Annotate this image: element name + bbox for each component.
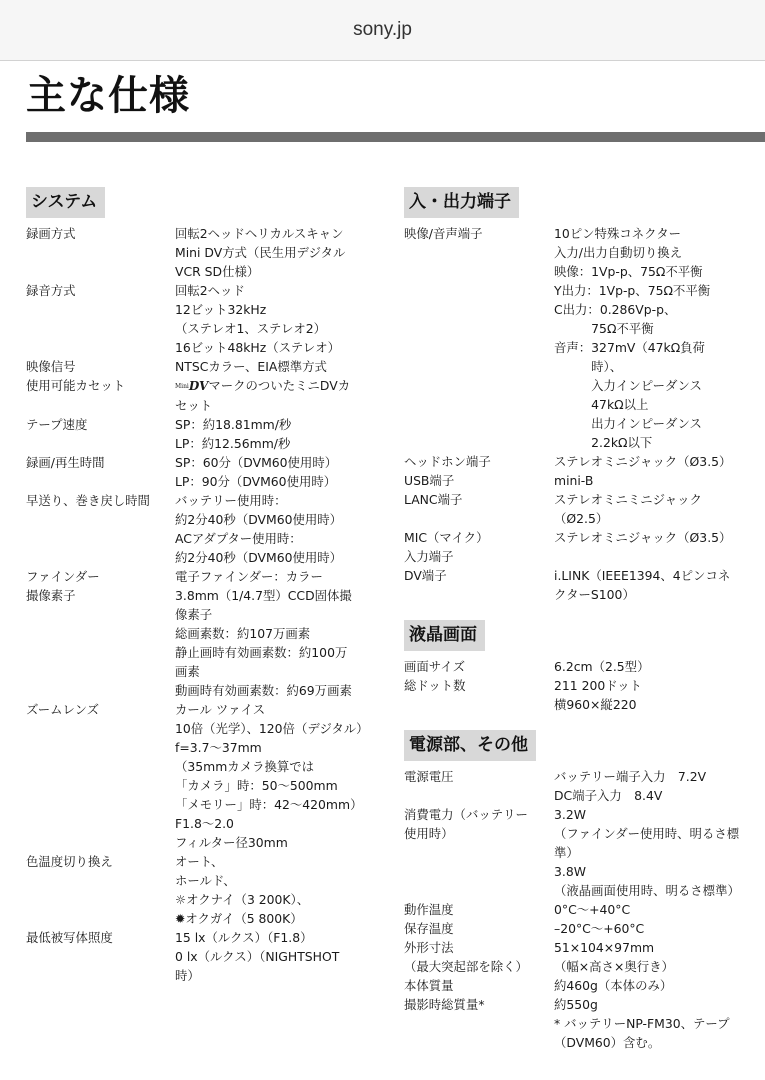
spec-row <box>404 452 765 471</box>
spec-value: 総画素数：約107万画素 <box>175 626 311 641</box>
minidv-logo-icon: $^{Mini}$DV <box>175 379 209 393</box>
spec-row <box>26 415 376 453</box>
spec-row <box>26 224 376 281</box>
spec-values <box>175 453 376 491</box>
spec-value: バッテリー端子入力 7.2V <box>554 769 707 784</box>
spec-value: 約2分40秒（DVM60使用時） <box>175 550 343 565</box>
spec-label: 映像信号 <box>26 359 76 374</box>
spec-value: 12ビット32kHz <box>175 302 267 317</box>
spec-value: 入力/出力自動切り換え <box>554 245 683 260</box>
spec-value: SP：約18.81mm/秒 <box>175 417 292 432</box>
spec-values <box>554 528 765 547</box>
spec-value: –20°C〜+60°C <box>554 921 645 936</box>
spec-label: 入力端子 <box>404 549 454 564</box>
browser-address-bar[interactable] <box>0 0 765 61</box>
spec-value: 回転2ヘッドヘリカルスキャン <box>175 226 344 241</box>
spec-values <box>175 491 376 567</box>
spec-row <box>404 767 765 805</box>
spec-value: ACアダプター使用時： <box>175 531 302 546</box>
spec-row <box>26 852 376 928</box>
spec-label: MIC（マイク） <box>404 530 489 545</box>
spec-row <box>26 700 376 852</box>
spec-row <box>404 805 765 824</box>
spec-row <box>26 281 376 357</box>
spec-label: 使用可能カセット <box>26 378 126 393</box>
spec-row <box>26 567 376 586</box>
spec-value: （DVM60）含む。 <box>554 1035 661 1050</box>
spec-row <box>404 824 765 900</box>
spec-row <box>404 976 765 995</box>
spec-value: （幅×高さ×奥行き） <box>554 959 674 974</box>
spec-value: ステレオミニジャック（Ø3.5） <box>554 454 732 469</box>
spec-value: 電子ファインダー：カラー <box>175 569 323 584</box>
spec-label: 撮影時総質量* <box>404 997 485 1012</box>
section-heading: 入・出力端子 <box>404 187 519 218</box>
spec-value: 音声：327mV（47kΩ負荷 <box>554 340 705 355</box>
spec-value: i.LINK（IEEE1394、4ピンコネ <box>554 568 731 583</box>
spec-section <box>404 187 765 604</box>
spec-row <box>26 491 376 567</box>
spec-row <box>26 928 376 985</box>
spec-row <box>404 957 765 976</box>
spec-value: 時）、 <box>554 359 623 374</box>
spec-label: ズームレンズ <box>26 702 100 717</box>
spec-value: 静止画時有効画素数：約100万 <box>175 645 348 660</box>
spec-value: Mini DV方式（民生用デジタル <box>175 245 346 260</box>
spec-row <box>26 376 376 415</box>
spec-values <box>175 852 376 928</box>
spec-label: 電源電圧 <box>404 769 454 784</box>
spec-values <box>175 376 376 415</box>
spec-value: 出力インピーダンス <box>554 416 702 431</box>
spec-label: USB端子 <box>404 473 455 488</box>
left-column <box>26 187 376 1001</box>
spec-label: LANC端子 <box>404 492 463 507</box>
section-heading: 液晶画面 <box>404 620 485 651</box>
spec-value: フィルター径30mm <box>175 835 288 850</box>
spec-value: 2.2kΩ以下 <box>554 435 653 450</box>
spec-section <box>26 187 376 985</box>
spec-value: 10ピン特殊コネクター <box>554 226 682 241</box>
spec-value: Y出力：1Vp-p、75Ω不平衡 <box>554 283 711 298</box>
spec-value: 「メモリー」時：42〜420mm） <box>175 797 363 812</box>
spec-value: 時） <box>175 968 200 983</box>
section-heading: 電源部、その他 <box>404 730 536 761</box>
spec-value: 準） <box>554 845 579 860</box>
spec-value: 動画時有効画素数：約69万画素 <box>175 683 352 698</box>
spec-values <box>175 567 376 586</box>
spec-values <box>175 357 376 376</box>
spec-value: 入力インピーダンス <box>554 378 702 393</box>
spec-label: 動作温度 <box>404 902 454 917</box>
spec-row <box>404 657 765 676</box>
spec-label: 映像/音声端子 <box>404 226 483 241</box>
spec-value: カール ツァイス <box>175 702 266 717</box>
spec-value: f=3.7〜37mm <box>175 740 262 755</box>
spec-value: バッテリー使用時： <box>175 493 287 508</box>
spec-value: 6.2cm（2.5型） <box>554 659 650 674</box>
spec-value: 約460g（本体のみ） <box>554 978 673 993</box>
spec-label: 色温度切り換え <box>26 854 113 869</box>
spec-value: 「カメラ」時：50〜500mm <box>175 778 338 793</box>
spec-value: ✹オクガイ（5 800K） <box>175 911 303 926</box>
spec-row <box>26 453 376 491</box>
spec-values <box>554 995 765 1052</box>
spec-row <box>404 900 765 919</box>
spec-values <box>554 224 765 452</box>
section-heading: システム <box>26 187 105 218</box>
spec-value: 75Ω不平衡 <box>554 321 654 336</box>
page-title: 主な仕様 <box>26 73 190 119</box>
spec-value: 211 200ドット <box>554 678 642 693</box>
spec-value: SP：60分（DVM60使用時） <box>175 455 338 470</box>
spec-value: （液晶画面使用時、明るさ標準） <box>554 883 740 898</box>
spec-row <box>404 224 765 452</box>
spec-value: ステレオミニミニジャック <box>554 492 702 507</box>
spec-values <box>554 566 765 604</box>
spec-values <box>554 471 765 490</box>
spec-values <box>554 547 765 566</box>
spec-row <box>404 919 765 938</box>
spec-row <box>404 676 765 714</box>
spec-value: 3.2W <box>554 807 586 822</box>
spec-row <box>404 995 765 1052</box>
spec-label: 使用時） <box>404 826 454 841</box>
spec-value: 15 lx（ルクス）（F1.8） <box>175 930 313 945</box>
spec-value: 像素子 <box>175 607 213 622</box>
spec-values <box>554 657 765 676</box>
spec-value: DC端子入力 8.4V <box>554 788 663 803</box>
spec-label: テープ速度 <box>26 417 88 432</box>
spec-value: * バッテリーNP-FM30、テープ <box>554 1016 730 1031</box>
spec-row <box>26 357 376 376</box>
spec-values <box>175 928 376 985</box>
spec-values <box>554 957 765 976</box>
spec-row <box>404 938 765 957</box>
spec-values <box>175 224 376 281</box>
spec-value: 10倍（光学）、120倍（デジタル） <box>175 721 369 736</box>
spec-value: 51×104×97mm <box>554 940 655 955</box>
spec-label: （最大突起部を除く） <box>404 959 528 974</box>
spec-value: LP：90分（DVM60使用時） <box>175 474 337 489</box>
spec-row <box>404 490 765 528</box>
spec-label: 録画方式 <box>26 226 76 241</box>
spec-label: 外形寸法 <box>404 940 454 955</box>
spec-value: C出力：0.286Vp-p、 <box>554 302 677 317</box>
spec-value: 47kΩ以上 <box>554 397 649 412</box>
spec-values <box>554 824 765 900</box>
spec-label: 本体質量 <box>404 978 454 993</box>
spec-value: LP：約12.56mm/秒 <box>175 436 291 451</box>
spec-value: 3.8W <box>554 864 586 879</box>
spec-section <box>404 620 765 714</box>
url-text[interactable]: sony.jp <box>353 19 412 40</box>
spec-label: 録音方式 <box>26 283 76 298</box>
spec-value: 回転2ヘッド <box>175 283 245 298</box>
spec-label: 消費電力（バッテリー <box>404 807 528 822</box>
spec-row <box>404 471 765 490</box>
title-divider <box>26 132 765 142</box>
spec-values <box>554 767 765 805</box>
spec-values <box>554 676 765 714</box>
spec-value: 横960×縦220 <box>554 697 637 712</box>
spec-value-text: マークのついたミニDVカ <box>208 378 351 393</box>
spec-value <box>175 376 376 396</box>
spec-label: ヘッドホン端子 <box>404 454 491 469</box>
spec-section <box>404 730 765 1052</box>
spec-label: 最低被写体照度 <box>26 930 113 945</box>
spec-value: セット <box>175 398 213 413</box>
spec-value: mini-B <box>554 473 594 488</box>
spec-row <box>404 528 765 547</box>
spec-values <box>175 415 376 453</box>
spec-label: ファインダー <box>26 569 100 584</box>
spec-values <box>554 919 765 938</box>
spec-value: 画素 <box>175 664 200 679</box>
spec-value: （35mmカメラ換算では <box>175 759 315 774</box>
spec-values <box>554 805 765 824</box>
spec-label: 画面サイズ <box>404 659 465 674</box>
spec-value: 0 lx（ルクス）（NIGHTSHOT <box>175 949 340 964</box>
spec-values <box>554 938 765 957</box>
spec-label: 総ドット数 <box>404 678 466 693</box>
spec-label: 早送り、巻き戻し時間 <box>26 493 150 508</box>
spec-row <box>404 547 765 566</box>
spec-values <box>175 586 376 700</box>
spec-value: 約2分40秒（DVM60使用時） <box>175 512 343 527</box>
spec-value: F1.8〜2.0 <box>175 816 234 831</box>
spec-value: VCR SD仕様） <box>175 264 260 279</box>
spec-value: （ステレオ1、ステレオ2） <box>175 321 327 336</box>
spec-value: 3.8mm（1/4.7型）CCD固体撮 <box>175 588 352 603</box>
spec-label: DV端子 <box>404 568 447 583</box>
spec-row <box>404 566 765 604</box>
spec-value: ホールド、 <box>175 873 236 888</box>
spec-value: 0°C〜+40°C <box>554 902 631 917</box>
spec-values <box>175 700 376 852</box>
spec-values <box>554 900 765 919</box>
spec-value: （ファインダー使用時、明るさ標 <box>554 826 740 841</box>
spec-value: NTSCカラー、EIA標準方式 <box>175 359 327 374</box>
spec-value: 約550g <box>554 997 598 1012</box>
spec-values <box>175 281 376 357</box>
spec-label: 録画/再生時間 <box>26 455 105 470</box>
spec-values <box>554 976 765 995</box>
spec-value: 映像：1Vp-p、75Ω不平衡 <box>554 264 703 279</box>
spec-label: 保存温度 <box>404 921 454 936</box>
spec-values <box>554 452 765 471</box>
spec-value: （Ø2.5） <box>554 511 609 526</box>
spec-value: ステレオミニジャック（Ø3.5） <box>554 530 732 545</box>
spec-row <box>26 586 376 700</box>
spec-value: 16ビット48kHz（ステレオ） <box>175 340 341 355</box>
spec-value: クターS100） <box>554 587 635 602</box>
spec-label: 撮像素子 <box>26 588 76 603</box>
spec-value: ☼オクナイ（3 200K）、 <box>175 892 310 907</box>
spec-values <box>554 490 765 528</box>
right-column <box>404 187 765 1068</box>
spec-value: オート、 <box>175 854 224 869</box>
